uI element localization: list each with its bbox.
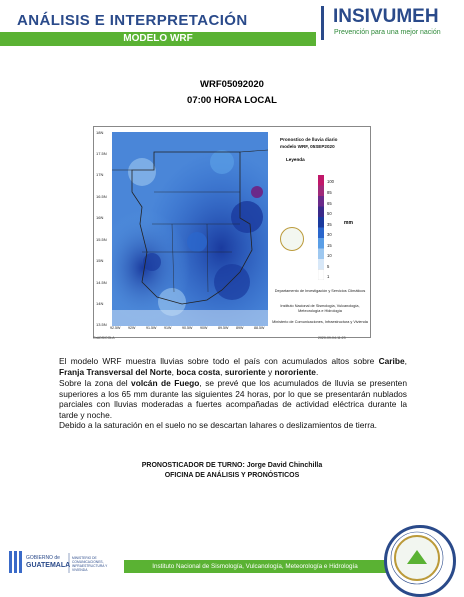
rainfall-map-area xyxy=(112,132,268,326)
map-side-title xyxy=(280,136,370,150)
map-credit: GrADS/COLA xyxy=(93,336,115,340)
legend-value: 50 xyxy=(327,211,332,216)
ministry-label: MINISTERIO DE COMUNICACIONES, INFRAESTRUCTURA Y VIVIENDA xyxy=(72,556,108,572)
forecaster-name: PRONOSTICADOR DE TURNO: Jorge David Chinchilla xyxy=(141,462,323,469)
lon-label: 89W xyxy=(236,326,244,330)
lat-label: 16N xyxy=(96,215,104,220)
lat-label: 16.5N xyxy=(96,194,107,199)
lat-label: 17N xyxy=(96,172,104,177)
institution-name: Instituto Nacional de Sismología, Vulcanología, Meteorología e Hidrología xyxy=(280,304,360,314)
forecast-map xyxy=(93,126,371,338)
lon-label: 92W xyxy=(128,326,136,330)
lat-label: 17.5N xyxy=(96,151,107,156)
doc-code: WRF05092020 xyxy=(200,79,264,90)
footer-institution: Instituto Nacional de Sismología, Vulcanología, Meteorología e Hidrología xyxy=(152,563,358,570)
legend-value: 1 xyxy=(327,274,330,279)
lat-label: 15.5N xyxy=(96,237,107,242)
paragraph-3: Debido a la saturación en el suelo no se descartan lahares o deslizamientos de tierra. xyxy=(59,420,377,430)
lat-label: 18N xyxy=(96,130,104,135)
lat-label: 14.5N xyxy=(96,280,107,285)
svg-text:GUATEMALA: GUATEMALA xyxy=(26,562,71,569)
svg-text:GOBIERNO de: GOBIERNO de xyxy=(26,555,60,561)
legend-label: Leyenda xyxy=(286,157,305,162)
legend-value: 65 xyxy=(327,201,332,206)
legend-value: 5 xyxy=(327,264,330,269)
lat-label: 15N xyxy=(96,258,104,263)
legend-value: 10 xyxy=(327,253,332,258)
lon-label: 88.5W xyxy=(254,326,265,330)
insivumeh-logo: INSIVUMEH xyxy=(333,6,439,27)
lon-label: 91W xyxy=(164,326,172,330)
lon-label: 91.5W xyxy=(146,326,157,330)
lon-label: 90W xyxy=(200,326,208,330)
institution-ministry: Ministerio de Comunicaciones, Infraestructura y Vivienda xyxy=(272,320,368,324)
doc-time: 07:00 HORA LOCAL xyxy=(187,95,277,106)
office-name: OFICINA DE ANÁLISIS Y PRONÓSTICOS xyxy=(164,472,300,479)
lon-label: 90.5W xyxy=(182,326,193,330)
lat-label: 14N xyxy=(96,301,104,306)
header-title: ANÁLISIS E INTERPRETACIÓN xyxy=(17,12,248,29)
legend-colorbar xyxy=(318,175,324,280)
paragraph-1: El modelo WRF muestra lluvias sobre todo el país con acumulados altos sobre Caribe, Franja Transversal del Norte, boca costa, suroriente y nororiente. xyxy=(59,356,407,377)
legend-unit: mm xyxy=(344,220,353,226)
map-title-line1: Pronostico de lluvia diario xyxy=(280,137,338,142)
map-title-line2: modelo WRF, 05SEP2020 xyxy=(280,144,335,149)
logo-tagline: Prevención para una mejor nación xyxy=(334,29,441,36)
insivumeh-seal-large-icon xyxy=(384,525,456,597)
lon-label: 92.5W xyxy=(110,326,121,330)
logo-divider xyxy=(321,6,324,40)
header-subtitle: MODELO WRF xyxy=(123,33,193,44)
paragraph-2: Sobre la zona del volcán de Fuego, se prevé que los acumulados de lluvia se presenten superiores a los 65 mm durante las siguientes 24 horas, por lo que se presentarán nublados parciales con lluvias moderadas a fuertes acompañadas de actividad eléctrica durante la tarde y noche. xyxy=(59,378,407,420)
rainfall-map-svg xyxy=(112,132,268,326)
legend-value: 100 xyxy=(327,179,334,184)
lat-label: 13.5N xyxy=(96,322,107,327)
legend-value: 85 xyxy=(327,190,332,195)
insivumeh-seal-icon xyxy=(280,227,304,251)
legend-value: 30 xyxy=(327,232,332,237)
lon-label: 89.5W xyxy=(218,326,229,330)
legend-value: 15 xyxy=(327,243,332,248)
map-date: 2020-09-04-11:23 xyxy=(318,336,346,340)
guatemala-gov-logo xyxy=(9,549,119,582)
legend-value: 35 xyxy=(327,222,332,227)
institution-dept: Departamento de Investigación y Servicios Climáticos xyxy=(274,289,366,293)
